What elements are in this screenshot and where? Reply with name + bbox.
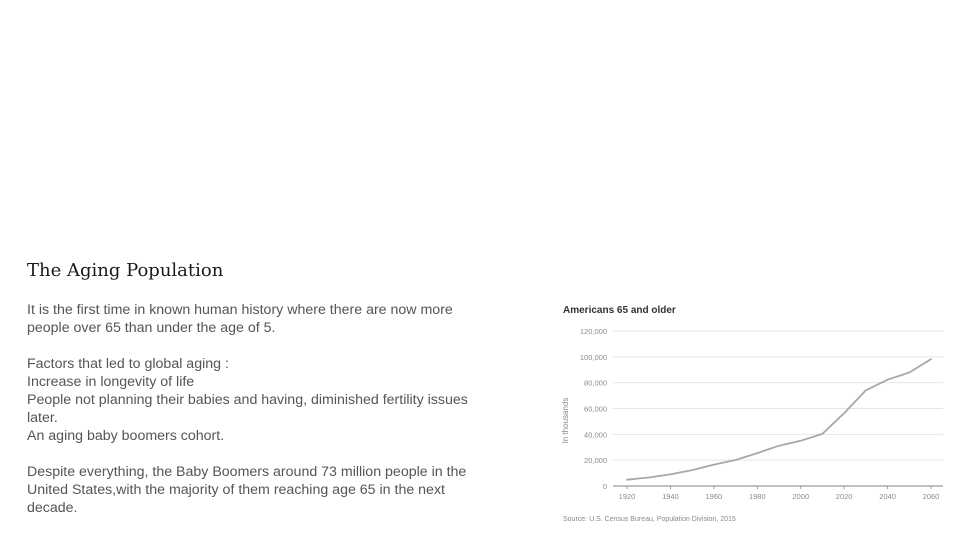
- body-line: United States,with the majority of them reaching age 65 in the next: [27, 482, 445, 498]
- x-tick-label: 1960: [705, 492, 723, 501]
- y-tick-label: 40,000: [584, 430, 607, 440]
- x-tick-label: 2040: [879, 492, 896, 501]
- x-tick-label: 1980: [748, 492, 766, 501]
- body-line: It is the first time in known human history where there are now more: [27, 302, 453, 318]
- body-line: Despite everything, the Baby Boomers around 73 million people in the: [27, 464, 467, 480]
- chart-source: Source: U.S. Census Bureau, Population Division, 2015: [563, 516, 736, 523]
- x-tick-label: 1920: [618, 492, 636, 501]
- x-tick-label: 1940: [662, 492, 679, 501]
- x-tick-label: 2000: [792, 492, 810, 501]
- body-line: People not planning their babies and having, diminished fertility issues: [27, 392, 468, 408]
- x-tick-label: 2020: [835, 492, 853, 501]
- y-tick-label: 0: [602, 482, 607, 491]
- x-axis-ticks: [619, 486, 940, 501]
- paragraph-spacer: [27, 337, 497, 355]
- slide-title: The Aging Population: [27, 260, 224, 281]
- y-tick-label: 100,000: [579, 352, 607, 362]
- y-tick-label: 120,000: [579, 327, 607, 336]
- y-tick-label: 20,000: [584, 456, 607, 466]
- body-line: later.: [27, 410, 58, 426]
- y-axis-label: In thousands: [561, 397, 570, 444]
- series-layer: [627, 359, 931, 480]
- chart-container: [555, 298, 955, 530]
- body-line: Factors that led to global aging :: [27, 356, 229, 372]
- y-axis-ticks: [580, 327, 607, 491]
- paragraph-spacer: [27, 445, 497, 463]
- line-chart: [555, 298, 955, 530]
- grid-lines: [613, 331, 943, 486]
- series-line: [627, 359, 931, 480]
- y-tick-label: 80,000: [584, 378, 607, 388]
- body-line: decade.: [27, 500, 78, 516]
- x-tick-label: 2060: [922, 492, 940, 501]
- chart-title: Americans 65 and older: [563, 305, 676, 316]
- body-line: Increase in longevity of life: [27, 374, 195, 390]
- body-line: An aging baby boomers cohort.: [27, 428, 225, 444]
- body-line: people over 65 than under the age of 5.: [27, 320, 276, 336]
- slide-body: [27, 301, 497, 517]
- y-tick-label: 60,000: [584, 404, 607, 414]
